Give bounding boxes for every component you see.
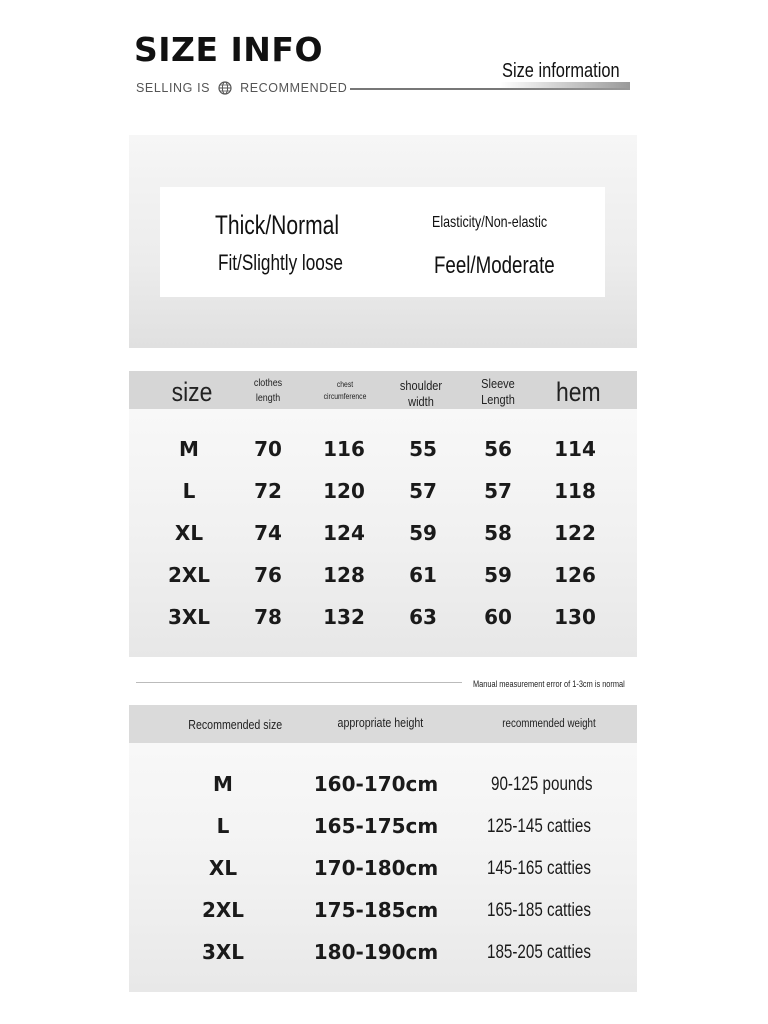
size-cell-size: L	[182, 479, 196, 503]
size-cell-chest: 124	[323, 521, 365, 545]
tagline-right: RECOMMENDED	[240, 81, 348, 95]
size-cell-hem: 118	[554, 479, 596, 503]
header-hem: hem	[555, 377, 601, 407]
recommend-weight: 165-185 catties	[487, 900, 591, 921]
size-cell-hem: 114	[554, 437, 596, 461]
size-cell-sleeve: 56	[484, 437, 512, 461]
size-cell-shoulder: 57	[409, 479, 437, 503]
recommend-weight: 90-125 pounds	[491, 774, 593, 795]
size-cell-sleeve: 60	[484, 605, 512, 629]
size-cell-shoulder: 59	[409, 521, 437, 545]
size-cell-chest: 116	[323, 437, 365, 461]
size-cell-sleeve: 58	[484, 521, 512, 545]
size-cell-size: M	[179, 437, 199, 461]
size-cell-sleeve: 59	[484, 563, 512, 587]
header-shoulder-width: shoulder width	[399, 379, 443, 409]
size-cell-length: 78	[254, 605, 282, 629]
size-cell-length: 76	[254, 563, 282, 587]
header-chest-circumference: chest circumference	[323, 380, 367, 401]
header-size: size	[171, 377, 213, 407]
tagline	[136, 81, 347, 95]
feature-thickness: Thick/Normal	[215, 210, 340, 240]
header-divider-accent	[500, 82, 630, 90]
header-sleeve-length: Sleeve Length	[481, 377, 515, 407]
feature-elasticity: Elasticity/Non-elastic	[432, 214, 548, 231]
feature-feel: Feel/Moderate	[434, 252, 555, 279]
recommend-weight: 185-205 catties	[487, 942, 591, 963]
features-box	[160, 187, 605, 297]
size-cell-length: 70	[254, 437, 282, 461]
size-cell-chest: 128	[323, 563, 365, 587]
size-cell-shoulder: 61	[409, 563, 437, 587]
recommend-weight: 145-165 catties	[487, 858, 591, 879]
header-recommended-size: Recommended size	[188, 718, 283, 732]
recommend-size: L	[216, 814, 230, 838]
header-recommended-weight: recommended weight	[502, 718, 596, 730]
subtitle: Size information	[502, 60, 620, 82]
tagline-left: SELLING IS	[136, 81, 211, 95]
measurement-note: Manual measurement error of 1-3cm is normal	[473, 679, 625, 689]
recommend-height: 175-185cm	[313, 898, 439, 922]
size-cell-chest: 132	[323, 605, 365, 629]
size-cell-hem: 122	[554, 521, 596, 545]
size-cell-hem: 126	[554, 563, 596, 587]
recommend-height: 180-190cm	[313, 940, 439, 964]
size-cell-size: 2XL	[167, 563, 211, 587]
size-cell-length: 72	[254, 479, 282, 503]
size-cell-size: XL	[174, 521, 204, 545]
size-cell-chest: 120	[323, 479, 365, 503]
recommend-weight: 125-145 catties	[487, 816, 591, 837]
globe-icon	[218, 81, 232, 95]
recommend-size: 3XL	[201, 940, 245, 964]
recommend-height: 165-175cm	[313, 814, 439, 838]
recommend-size: M	[213, 772, 233, 796]
feature-fit: Fit/Slightly loose	[218, 250, 343, 275]
size-cell-hem: 130	[554, 605, 596, 629]
size-cell-size: 3XL	[167, 605, 211, 629]
header-appropriate-height: appropriate height	[337, 716, 424, 730]
size-cell-sleeve: 57	[484, 479, 512, 503]
size-cell-shoulder: 55	[409, 437, 437, 461]
recommend-size: 2XL	[201, 898, 245, 922]
recommend-height: 160-170cm	[313, 772, 439, 796]
recommend-size: XL	[208, 856, 238, 880]
header-clothes-length: clothes length	[253, 377, 283, 404]
page-title: SIZE INFO	[134, 30, 323, 69]
size-cell-length: 74	[254, 521, 282, 545]
recommend-height: 170-180cm	[313, 856, 439, 880]
size-cell-shoulder: 63	[409, 605, 437, 629]
note-divider	[136, 682, 462, 683]
